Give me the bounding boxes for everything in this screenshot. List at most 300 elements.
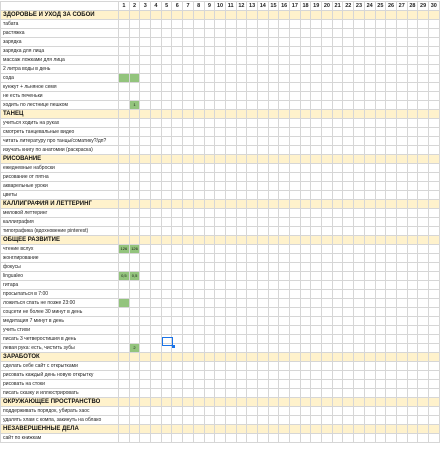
day-cell[interactable] — [119, 308, 130, 317]
day-cell[interactable] — [257, 380, 268, 389]
day-cell[interactable] — [140, 92, 151, 101]
day-cell[interactable] — [268, 191, 279, 200]
day-cell[interactable] — [140, 425, 151, 434]
day-cell[interactable] — [290, 110, 301, 119]
day-cell[interactable] — [290, 209, 301, 218]
day-cell[interactable] — [343, 29, 354, 38]
day-cell[interactable] — [129, 29, 140, 38]
day-cell[interactable] — [247, 29, 258, 38]
day-cell[interactable] — [418, 389, 429, 398]
day-cell[interactable] — [193, 92, 204, 101]
day-cell[interactable] — [129, 290, 140, 299]
day-cell[interactable] — [375, 254, 386, 263]
day-cell[interactable] — [354, 254, 365, 263]
day-cell[interactable] — [290, 416, 301, 425]
day-cell[interactable] — [151, 326, 162, 335]
day-cell[interactable] — [119, 317, 130, 326]
day-header-18[interactable]: 18 — [300, 2, 311, 11]
day-cell[interactable] — [428, 119, 439, 128]
day-cell[interactable] — [322, 425, 333, 434]
day-cell[interactable] — [129, 200, 140, 209]
day-cell[interactable] — [300, 20, 311, 29]
day-cell[interactable] — [332, 227, 343, 236]
day-cell[interactable] — [161, 92, 172, 101]
day-cell[interactable] — [311, 83, 322, 92]
day-cell[interactable] — [418, 56, 429, 65]
day-cell[interactable] — [140, 380, 151, 389]
day-cell[interactable] — [268, 380, 279, 389]
day-cell[interactable] — [354, 236, 365, 245]
day-cell[interactable] — [279, 218, 290, 227]
day-cell[interactable] — [225, 281, 236, 290]
day-cell[interactable] — [204, 299, 215, 308]
day-cell[interactable] — [428, 200, 439, 209]
day-cell[interactable] — [364, 308, 375, 317]
day-cell[interactable] — [225, 362, 236, 371]
day-cell[interactable] — [140, 245, 151, 254]
day-cell[interactable] — [193, 101, 204, 110]
day-cell[interactable] — [332, 128, 343, 137]
day-cell[interactable] — [236, 65, 247, 74]
day-cell[interactable] — [354, 200, 365, 209]
day-cell[interactable] — [236, 191, 247, 200]
day-cell[interactable] — [364, 227, 375, 236]
day-cell[interactable] — [332, 416, 343, 425]
day-cell[interactable] — [322, 398, 333, 407]
day-cell[interactable] — [279, 407, 290, 416]
day-cell[interactable] — [140, 20, 151, 29]
day-cell[interactable] — [300, 101, 311, 110]
day-cell[interactable] — [396, 425, 407, 434]
day-cell[interactable] — [407, 326, 418, 335]
day-cell[interactable] — [407, 119, 418, 128]
day-cell[interactable] — [151, 434, 162, 443]
day-cell[interactable] — [119, 425, 130, 434]
day-cell[interactable] — [418, 281, 429, 290]
day-cell[interactable] — [119, 389, 130, 398]
day-cell[interactable] — [247, 362, 258, 371]
day-cell[interactable] — [225, 92, 236, 101]
day-cell[interactable] — [375, 344, 386, 353]
day-cell[interactable] — [418, 65, 429, 74]
day-cell[interactable] — [225, 308, 236, 317]
day-cell[interactable] — [193, 146, 204, 155]
day-cell[interactable] — [418, 308, 429, 317]
day-cell[interactable] — [386, 146, 397, 155]
day-cell[interactable] — [418, 146, 429, 155]
day-cell[interactable] — [290, 299, 301, 308]
day-cell[interactable] — [161, 146, 172, 155]
day-cell[interactable] — [151, 281, 162, 290]
day-cell[interactable] — [418, 227, 429, 236]
day-cell[interactable] — [183, 119, 194, 128]
day-cell[interactable] — [311, 371, 322, 380]
day-cell[interactable] — [279, 245, 290, 254]
day-cell[interactable] — [311, 65, 322, 74]
day-cell[interactable] — [268, 47, 279, 56]
day-cell[interactable] — [418, 164, 429, 173]
day-cell[interactable] — [418, 317, 429, 326]
day-cell[interactable] — [129, 182, 140, 191]
day-cell[interactable] — [396, 209, 407, 218]
day-cell[interactable] — [140, 110, 151, 119]
day-cell[interactable] — [375, 11, 386, 20]
day-cell[interactable] — [215, 164, 226, 173]
day-cell[interactable] — [396, 263, 407, 272]
day-cell[interactable] — [119, 380, 130, 389]
day-cell[interactable] — [343, 371, 354, 380]
day-cell[interactable] — [375, 110, 386, 119]
day-cell[interactable] — [407, 371, 418, 380]
day-cell[interactable] — [386, 92, 397, 101]
day-cell[interactable] — [236, 20, 247, 29]
day-cell[interactable] — [183, 389, 194, 398]
day-cell[interactable] — [354, 29, 365, 38]
day-cell[interactable] — [268, 92, 279, 101]
day-cell[interactable] — [375, 245, 386, 254]
day-cell[interactable] — [354, 290, 365, 299]
day-cell[interactable] — [172, 65, 183, 74]
day-cell[interactable] — [354, 155, 365, 164]
day-cell[interactable] — [119, 362, 130, 371]
day-cell[interactable] — [183, 191, 194, 200]
day-cell[interactable] — [279, 47, 290, 56]
day-cell[interactable] — [407, 353, 418, 362]
day-cell[interactable] — [418, 137, 429, 146]
day-cell[interactable] — [172, 38, 183, 47]
day-cell[interactable] — [119, 200, 130, 209]
day-cell[interactable] — [407, 281, 418, 290]
day-cell[interactable] — [322, 29, 333, 38]
day-cell[interactable] — [215, 110, 226, 119]
day-cell[interactable] — [311, 137, 322, 146]
day-cell[interactable] — [428, 182, 439, 191]
day-cell[interactable] — [407, 56, 418, 65]
day-cell[interactable] — [332, 389, 343, 398]
day-cell[interactable] — [215, 101, 226, 110]
day-cell[interactable] — [129, 173, 140, 182]
day-cell[interactable] — [396, 389, 407, 398]
day-cell[interactable] — [364, 56, 375, 65]
day-cell[interactable] — [428, 191, 439, 200]
day-header-2[interactable]: 2 — [129, 2, 140, 11]
day-cell[interactable] — [343, 308, 354, 317]
day-cell[interactable] — [375, 308, 386, 317]
day-header-12[interactable]: 12 — [236, 2, 247, 11]
day-cell[interactable] — [172, 29, 183, 38]
day-cell[interactable] — [375, 398, 386, 407]
habit-label[interactable]: 2 литра воды в день — [1, 65, 119, 74]
day-cell[interactable] — [396, 11, 407, 20]
day-cell[interactable] — [215, 173, 226, 182]
day-cell[interactable] — [215, 200, 226, 209]
day-cell[interactable] — [279, 119, 290, 128]
day-cell[interactable] — [268, 173, 279, 182]
day-cell[interactable] — [396, 191, 407, 200]
day-cell[interactable] — [257, 164, 268, 173]
day-cell[interactable] — [428, 38, 439, 47]
day-cell[interactable] — [311, 146, 322, 155]
day-cell[interactable] — [428, 263, 439, 272]
day-cell[interactable] — [140, 11, 151, 20]
day-cell[interactable] — [172, 407, 183, 416]
day-cell[interactable] — [140, 164, 151, 173]
habit-label[interactable]: поддерживать порядок, убирать хаос — [1, 407, 119, 416]
day-cell[interactable] — [332, 110, 343, 119]
day-cell[interactable] — [172, 137, 183, 146]
day-cell[interactable] — [225, 416, 236, 425]
day-cell[interactable] — [193, 245, 204, 254]
day-cell[interactable] — [268, 254, 279, 263]
day-cell[interactable] — [257, 425, 268, 434]
day-cell[interactable] — [418, 398, 429, 407]
day-cell[interactable] — [279, 434, 290, 443]
habit-label[interactable]: ложиться спать не позже 23:00 — [1, 299, 119, 308]
day-cell[interactable] — [386, 380, 397, 389]
day-cell[interactable] — [151, 245, 162, 254]
day-cell[interactable] — [354, 227, 365, 236]
day-cell[interactable] — [225, 65, 236, 74]
day-cell[interactable] — [236, 263, 247, 272]
day-cell[interactable] — [193, 155, 204, 164]
day-cell[interactable] — [247, 380, 258, 389]
day-cell[interactable] — [225, 272, 236, 281]
day-cell[interactable] — [354, 110, 365, 119]
day-cell[interactable] — [322, 74, 333, 83]
day-cell[interactable] — [119, 209, 130, 218]
day-cell[interactable] — [183, 65, 194, 74]
day-cell[interactable] — [375, 335, 386, 344]
section-title[interactable]: ТАНЕЦ — [1, 110, 119, 119]
day-cell[interactable] — [204, 254, 215, 263]
day-cell[interactable] — [151, 407, 162, 416]
day-cell[interactable] — [129, 20, 140, 29]
day-cell[interactable] — [375, 146, 386, 155]
day-cell[interactable] — [172, 434, 183, 443]
day-cell[interactable]: 126 — [119, 245, 130, 254]
day-cell[interactable] — [290, 371, 301, 380]
cell-selection-box[interactable] — [162, 337, 173, 346]
day-cell[interactable] — [193, 398, 204, 407]
day-cell[interactable] — [322, 119, 333, 128]
day-cell[interactable] — [290, 173, 301, 182]
day-cell[interactable] — [354, 335, 365, 344]
day-cell[interactable] — [279, 236, 290, 245]
day-cell[interactable] — [204, 335, 215, 344]
day-cell[interactable] — [279, 254, 290, 263]
day-cell[interactable] — [300, 173, 311, 182]
day-cell[interactable] — [268, 209, 279, 218]
day-cell[interactable] — [236, 29, 247, 38]
day-cell[interactable] — [119, 92, 130, 101]
day-cell[interactable] — [322, 11, 333, 20]
day-cell[interactable] — [375, 416, 386, 425]
day-cell[interactable] — [375, 209, 386, 218]
day-cell[interactable] — [343, 362, 354, 371]
day-cell[interactable] — [183, 236, 194, 245]
day-cell[interactable] — [204, 398, 215, 407]
day-cell[interactable] — [396, 353, 407, 362]
day-cell[interactable] — [407, 254, 418, 263]
day-cell[interactable] — [407, 164, 418, 173]
day-cell[interactable] — [268, 290, 279, 299]
day-cell[interactable] — [257, 146, 268, 155]
day-cell[interactable] — [364, 119, 375, 128]
day-header-23[interactable]: 23 — [354, 2, 365, 11]
day-cell[interactable] — [172, 83, 183, 92]
day-cell[interactable] — [172, 308, 183, 317]
day-cell[interactable] — [225, 335, 236, 344]
day-cell[interactable] — [407, 335, 418, 344]
day-cell[interactable] — [247, 182, 258, 191]
day-cell[interactable] — [428, 362, 439, 371]
day-cell[interactable] — [300, 272, 311, 281]
day-cell[interactable] — [172, 380, 183, 389]
day-header-9[interactable]: 9 — [204, 2, 215, 11]
day-cell[interactable] — [396, 326, 407, 335]
day-cell[interactable] — [204, 20, 215, 29]
day-cell[interactable] — [119, 101, 130, 110]
day-cell[interactable] — [428, 344, 439, 353]
day-cell[interactable] — [119, 299, 130, 308]
day-cell[interactable] — [204, 326, 215, 335]
day-cell[interactable] — [268, 317, 279, 326]
day-cell[interactable] — [396, 281, 407, 290]
habit-label[interactable]: не есть печеньки — [1, 92, 119, 101]
day-cell[interactable] — [247, 272, 258, 281]
day-cell[interactable] — [151, 209, 162, 218]
day-cell[interactable] — [386, 425, 397, 434]
day-cell[interactable] — [343, 272, 354, 281]
day-cell[interactable] — [386, 29, 397, 38]
day-cell[interactable] — [119, 74, 130, 83]
day-cell[interactable] — [407, 272, 418, 281]
day-cell[interactable] — [375, 272, 386, 281]
day-cell[interactable] — [407, 200, 418, 209]
day-cell[interactable] — [322, 101, 333, 110]
day-cell[interactable] — [311, 254, 322, 263]
day-cell[interactable] — [428, 155, 439, 164]
day-cell[interactable] — [343, 119, 354, 128]
day-cell[interactable] — [279, 101, 290, 110]
day-cell[interactable] — [129, 425, 140, 434]
day-cell[interactable] — [311, 20, 322, 29]
day-cell[interactable] — [225, 164, 236, 173]
day-cell[interactable] — [418, 245, 429, 254]
day-cell[interactable] — [354, 299, 365, 308]
day-cell[interactable] — [193, 218, 204, 227]
day-cell[interactable] — [129, 218, 140, 227]
day-cell[interactable] — [151, 74, 162, 83]
day-cell[interactable] — [172, 263, 183, 272]
day-cell[interactable] — [204, 191, 215, 200]
day-cell[interactable] — [343, 263, 354, 272]
day-cell[interactable] — [343, 110, 354, 119]
day-cell[interactable] — [375, 290, 386, 299]
day-cell[interactable] — [215, 20, 226, 29]
day-cell[interactable] — [140, 218, 151, 227]
day-cell[interactable] — [364, 92, 375, 101]
day-cell[interactable] — [161, 209, 172, 218]
day-cell[interactable] — [268, 299, 279, 308]
day-cell[interactable] — [151, 272, 162, 281]
day-cell[interactable] — [257, 191, 268, 200]
day-cell[interactable] — [193, 380, 204, 389]
day-cell[interactable] — [151, 308, 162, 317]
day-cell[interactable] — [386, 299, 397, 308]
day-cell[interactable] — [140, 317, 151, 326]
day-cell[interactable] — [386, 272, 397, 281]
day-cell[interactable] — [151, 47, 162, 56]
day-cell[interactable] — [225, 119, 236, 128]
day-cell[interactable] — [290, 335, 301, 344]
day-cell[interactable] — [290, 353, 301, 362]
day-cell[interactable] — [268, 83, 279, 92]
day-cell[interactable] — [343, 425, 354, 434]
day-cell[interactable] — [375, 326, 386, 335]
day-cell[interactable] — [428, 326, 439, 335]
day-cell[interactable] — [407, 110, 418, 119]
day-cell[interactable] — [204, 47, 215, 56]
day-cell[interactable] — [257, 74, 268, 83]
day-cell[interactable] — [236, 407, 247, 416]
day-cell[interactable] — [225, 74, 236, 83]
day-cell[interactable] — [257, 353, 268, 362]
day-cell[interactable] — [193, 20, 204, 29]
day-cell[interactable] — [428, 92, 439, 101]
day-cell[interactable] — [332, 335, 343, 344]
day-cell[interactable] — [343, 398, 354, 407]
day-cell[interactable] — [332, 299, 343, 308]
day-cell[interactable] — [322, 281, 333, 290]
day-cell[interactable] — [129, 335, 140, 344]
day-cell[interactable] — [418, 299, 429, 308]
day-cell[interactable] — [140, 344, 151, 353]
day-cell[interactable] — [375, 47, 386, 56]
day-cell[interactable] — [322, 209, 333, 218]
day-cell[interactable] — [428, 272, 439, 281]
day-cell[interactable] — [428, 353, 439, 362]
day-cell[interactable] — [279, 425, 290, 434]
day-cell[interactable] — [418, 380, 429, 389]
day-cell[interactable] — [386, 398, 397, 407]
day-cell[interactable] — [247, 47, 258, 56]
day-cell[interactable] — [193, 272, 204, 281]
day-cell[interactable] — [290, 362, 301, 371]
day-cell[interactable] — [279, 173, 290, 182]
day-cell[interactable] — [396, 308, 407, 317]
day-cell[interactable] — [204, 74, 215, 83]
day-cell[interactable] — [172, 191, 183, 200]
day-cell[interactable] — [332, 182, 343, 191]
day-cell[interactable] — [343, 164, 354, 173]
day-cell[interactable] — [322, 290, 333, 299]
day-cell[interactable] — [364, 83, 375, 92]
day-cell[interactable] — [204, 218, 215, 227]
day-cell[interactable] — [183, 227, 194, 236]
day-cell[interactable] — [119, 371, 130, 380]
day-cell[interactable] — [418, 155, 429, 164]
day-cell[interactable] — [236, 272, 247, 281]
day-cell[interactable] — [375, 299, 386, 308]
day-cell[interactable] — [354, 119, 365, 128]
day-cell[interactable] — [428, 380, 439, 389]
day-cell[interactable] — [407, 173, 418, 182]
day-cell[interactable] — [204, 263, 215, 272]
day-cell[interactable] — [236, 137, 247, 146]
day-cell[interactable] — [193, 83, 204, 92]
day-cell[interactable] — [311, 308, 322, 317]
